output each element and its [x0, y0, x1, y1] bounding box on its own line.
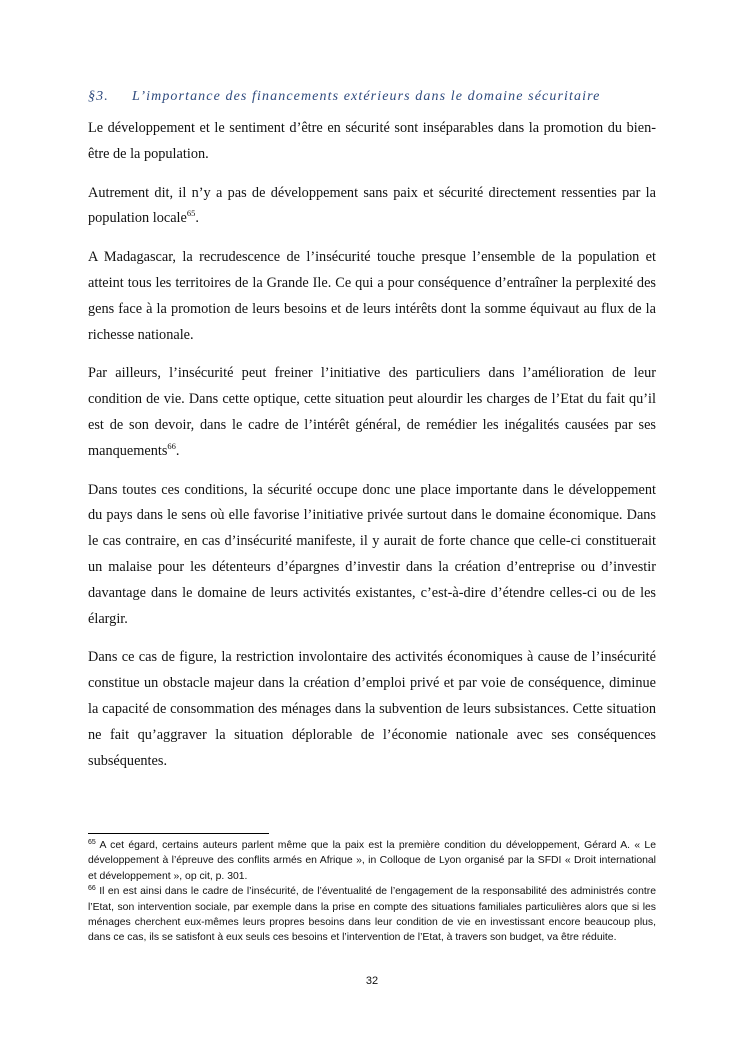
paragraph-text: Dans ce cas de figure, la restriction involontaire des activités économiques à cause de l’insécurité constitue un obstacle majeur dans la création d’emploi privé et par voie de conséquence, diminue la capacité de consommation des ménages dans la subvention de leurs subsistances. Cette situation ne fait qu’aggraver la situation déplorable de l’économie nationale avec ses conséquences subséquentes.	[88, 649, 656, 769]
paragraph-5	[88, 478, 656, 633]
footnote-ref-66[interactable]: 66	[167, 440, 176, 451]
footnote-number: 66	[88, 885, 96, 893]
footnote-65	[88, 838, 656, 884]
paragraph-text: Le développement et le sentiment d’être en sécurité sont inséparables dans la promotion du bien-être de la population.	[88, 120, 656, 162]
footnote-text: A cet égard, certains auteurs parlent même que la paix est la première condition du développement, Gérard A. « Le développement à l’épreuve des conflits armés en Afrique », in Colloque de Lyon organisé par la SFDI « Droit international et développement », op cit, p. 301.	[88, 840, 656, 882]
section-heading	[88, 89, 668, 105]
paragraph-6	[88, 645, 656, 774]
paragraph-1	[88, 116, 656, 168]
paragraph-text: Dans toutes ces conditions, la sécurité occupe donc une place importante dans le développement du pays dans le sens où elle favorise l’initiative privée surtout dans le domaine économique. Dans le cas contraire, en cas d’insécurité manifeste, il y aurait de forte chance que celle-ci constituerait un malaise pour les détenteurs d’épargnes d’investir dans la création d’entreprise ou d’investir davantage dans le domaine de leurs activités existantes, c’est-à-dire d’étendre celles-ci ou de les élargir.	[88, 481, 656, 627]
footnote-ref-65[interactable]: 65	[186, 208, 196, 219]
paragraph-3	[88, 245, 656, 348]
page-number: 32	[365, 975, 379, 987]
paragraph-4	[88, 361, 656, 464]
paragraph-2	[88, 181, 656, 233]
paragraph-end: .	[175, 442, 180, 459]
paragraph-text: A Madagascar, la recrudescence de l’insécurité touche presque l’ensemble de la population et atteint tous les territoires de la Grande Ile. Ce qui a pour conséquence d’entraîner la perplexité des gens face à la promotion de leurs besoins et de leurs intérêts dont la somme équivaut au flux de la richesse nationale.	[88, 249, 656, 343]
paragraph-end: .	[195, 210, 199, 227]
section-number: §3.	[88, 89, 109, 104]
paragraph-text: Par ailleurs, l’insécurité peut freiner l’initiative des particuliers dans l’amélioration de leur condition de vie. Dans cette optique, cette situation peut alourdir les charges de l’Etat du fait qu’il est de son devoir, dans le cadre de l’intérêt général, de remédier les inégalités causées par ses manquements	[88, 365, 656, 459]
footnotes	[88, 838, 656, 946]
footnote-66	[88, 884, 656, 946]
footnote-text: Il en est ainsi dans le cadre de l’insécurité, de l’éventualité de l’engagement de la responsabilité des administrés contre l’Etat, son intervention sociale, par exemple dans la prise en compte des situations familiales particulières alors que si les ménages cherchent eux-mêmes leurs propres besoins dans leur condition de vie en investissant encore beaucoup plus, dans ce cas, ils se satisfont à eux seuls ces besoins et l’intervention de l’Etat, à travers son budget, va être réduite.	[88, 886, 656, 944]
footnote-number: 65	[88, 839, 96, 846]
body-text	[88, 116, 656, 787]
paragraph-text: Autrement dit, il n’y a pas de développement sans paix et sécurité directement ressenties par la population locale	[88, 184, 656, 227]
section-title: L’importance des financements extérieurs dans le domaine sécuritaire	[132, 89, 601, 104]
footnote-separator	[88, 833, 269, 834]
